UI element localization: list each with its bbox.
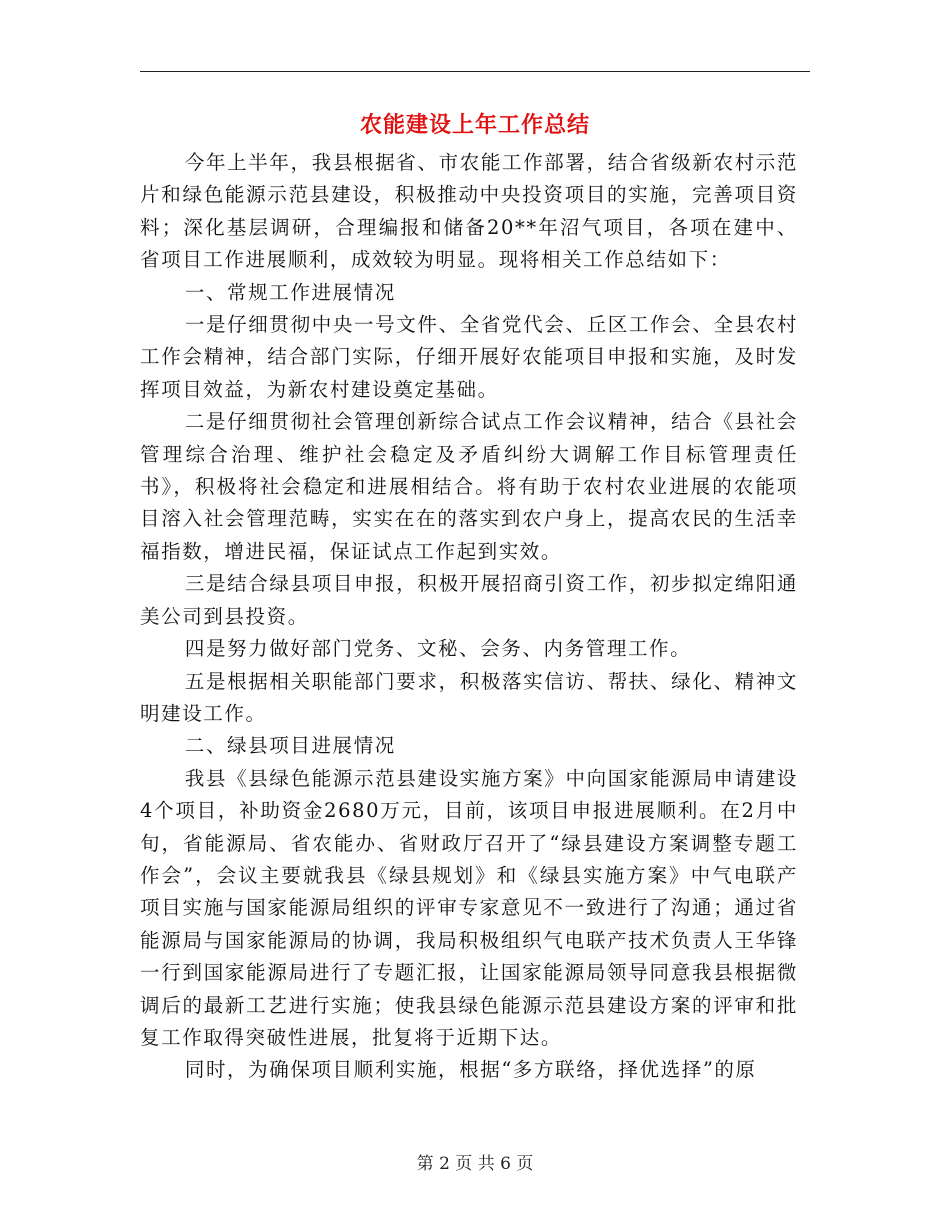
page-number: 第 2 页 共 6 页	[416, 1154, 534, 1174]
paragraph-item-2: 二是仔细贯彻社会管理创新综合试点工作会议精神，结合《县社会管理综合治理、维护社会稳定及矛盾纠纷大调解工作目标管理责任书》，积极将社会稳定和进展相结合。将有助于农村农业进展的农能项目溶入社会管理范畴，实实在在的落实到农户身上，提高农民的生活幸福指数，增进民福，保证试点工作起到实效。	[140, 410, 798, 563]
section-heading-2: 二、绿县项目进展情况	[184, 734, 396, 758]
document-body	[140, 147, 798, 1087]
paragraph-continued: 同时，为确保项目顺利实施，根据“多方联络，择优选择”的原	[184, 1058, 757, 1082]
paragraph-green-county: 我县《县绿色能源示范县建设实施方案》中向国家能源局申请建设4个项目，补助资金2680万元，目前，该项目申报进展顺利。在2月中旬，省能源局、省农能办、省财政厅召开了“绿县建设方案调整专题工作会”，会议主要就我县《绿县规划》和《绿县实施方案》中气电联产项目实施与国家能源局组织的评审专家意见不一致进行了沟通；通过省能源局与国家能源局的协调，我局积极组织气电联产技术负责人王华锋一行到国家能源局进行了专题汇报，让国家能源局领导同意我县根据微调后的最新工艺进行实施；使我县绿色能源示范县建设方案的评审和批复工作取得突破性进展，批复将于近期下达。	[140, 766, 798, 1049]
section-heading-1: 一、常规工作进展情况	[184, 280, 396, 304]
header-rule	[140, 71, 810, 72]
document-title: 农能建设上年工作总结	[359, 112, 590, 138]
paragraph-item-3: 三是结合绿县项目申报，积极开展招商引资工作，初步拟定绵阳通美公司到县投资。	[140, 572, 798, 628]
paragraph-intro: 今年上半年，我县根据省、市农能工作部署，结合省级新农村示范片和绿色能源示范县建设，积极推动中央投资项目的实施，完善项目资料；深化基层调研，合理编报和储备20**年沼气项目，各项在建中、省项目工作进展顺利，成效较为明显。现将相关工作总结如下：	[140, 151, 798, 272]
paragraph-item-5: 五是根据相关职能部门要求，积极落实信访、帮扶、绿化、精神文明建设工作。	[140, 669, 798, 725]
paragraph-item-1: 一是仔细贯彻中央一号文件、全省党代会、丘区工作会、全县农村工作会精神，结合部门实际，仔细开展好农能项目申报和实施，及时发挥项目效益，为新农村建设奠定基础。	[140, 313, 798, 401]
page-footer	[0, 1152, 950, 1176]
paragraph-item-4: 四是努力做好部门党务、文秘、会务、内务管理工作。	[184, 637, 692, 661]
